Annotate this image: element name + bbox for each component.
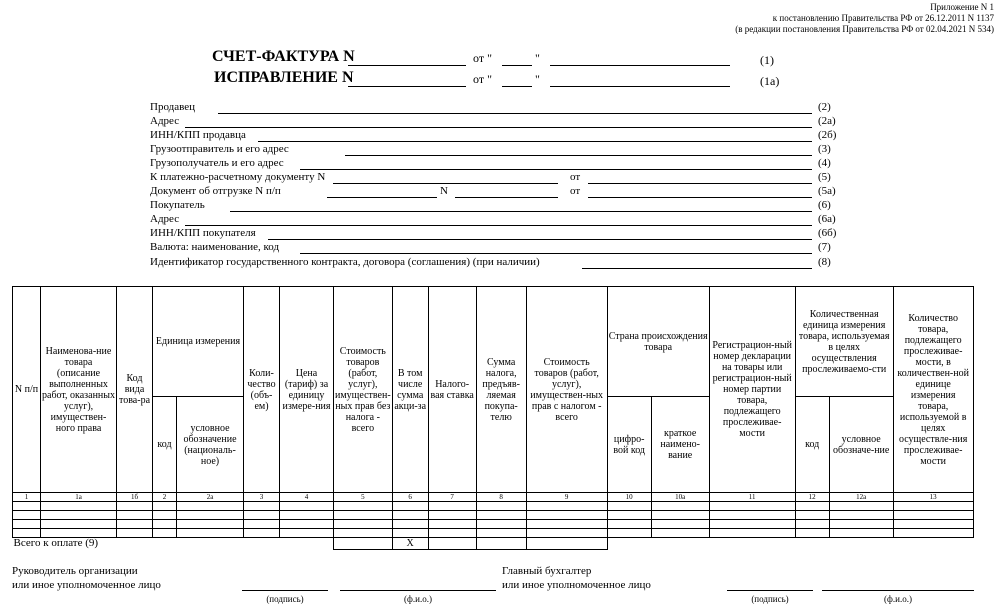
- col-number: 3: [244, 493, 280, 502]
- field-seller-inn: ИНН/КПП продавца: [150, 129, 246, 141]
- sig-acct-sign-caption: (подпись): [751, 594, 789, 604]
- field-contract-id-code: (8): [818, 256, 831, 268]
- appendix-line1: Приложение N 1: [930, 2, 994, 12]
- field-buyer-code: (6): [818, 199, 831, 211]
- col-number: 8: [476, 493, 526, 502]
- col-unit-code-header: код: [153, 397, 177, 493]
- field-payment-doc-line[interactable]: [333, 183, 558, 184]
- invoice-quote: ": [535, 51, 540, 65]
- field-shipping-doc-num-line[interactable]: [455, 197, 558, 198]
- col-number: 12а: [829, 493, 893, 502]
- invoice-code: (1): [760, 53, 774, 67]
- field-buyer-address-code: (6а): [818, 213, 836, 225]
- table-row[interactable]: [13, 520, 974, 529]
- field-buyer-inn: ИНН/КПП покупателя: [150, 227, 256, 239]
- correction-quote: ": [535, 72, 540, 86]
- table-row[interactable]: [13, 502, 974, 511]
- col-cost-without-tax-header: Стоимость товаров (работ, услуг), имуществен-ных прав без налога - всего: [334, 287, 393, 493]
- sig-head-sign-line[interactable]: [242, 590, 328, 591]
- col-reg-number-header: Регистрацион-ный номер декларации на товары или регистрацион-ный номер партии товара, подлежащего прослеживае-мости: [709, 287, 795, 493]
- col-trace-unit-code-header: код: [795, 397, 829, 493]
- appendix-line2: к постановлению Правительства РФ от 26.12.2011 N 1137: [772, 13, 994, 23]
- col-number: 1а: [41, 493, 117, 502]
- field-payment-doc-date-line[interactable]: [588, 183, 812, 184]
- correction-day-line[interactable]: [502, 86, 532, 87]
- sig-acct-name-caption: (ф.и.о.): [884, 594, 912, 604]
- total-cost-with-tax[interactable]: [526, 538, 607, 550]
- col-number: 7: [428, 493, 476, 502]
- sig-head-label2: или иное уполномоченное лицо: [12, 579, 161, 591]
- field-contract-id: Идентификатор государственного контракта, договора (соглашения) (при наличии): [150, 256, 540, 268]
- col-unit-header: Единица измерения: [153, 287, 244, 397]
- col-number: 5: [334, 493, 393, 502]
- invoice-number-line[interactable]: [348, 65, 466, 66]
- total-row: [13, 538, 974, 550]
- field-seller-address-code: (2а): [818, 115, 836, 127]
- col-trace-unit-header: Количественная единица измерения товара, используемая в целях осуществления прослеживаемо-сти: [795, 287, 893, 397]
- col-cost-with-tax-header: Стоимость товаров (работ, услуг), имуществен-ных прав с налогом - всего: [526, 287, 607, 493]
- sig-acct-name-line[interactable]: [822, 590, 974, 591]
- field-seller-inn-line[interactable]: [258, 141, 812, 142]
- table-row[interactable]: [13, 511, 974, 520]
- field-shipper-code: (3): [818, 143, 831, 155]
- invoice-from-label: от ": [473, 51, 492, 65]
- field-payment-doc: К платежно-расчетному документу N: [150, 171, 326, 183]
- col-code-header: Код вида това-ра: [117, 287, 153, 493]
- col-number: 9: [526, 493, 607, 502]
- field-consignee-line[interactable]: [300, 169, 812, 170]
- sig-head-label: Руководитель организации: [12, 565, 138, 577]
- col-tax-amount-header: Сумма налога, предъяв-ляемая покупа-телю: [476, 287, 526, 493]
- sig-head-name-line[interactable]: [340, 590, 496, 591]
- correction-number-line[interactable]: [348, 86, 466, 87]
- field-seller-code: (2): [818, 101, 831, 113]
- col-tax-rate-header: Налого-вая ставка: [428, 287, 476, 493]
- field-shipping-doc-date-line[interactable]: [588, 197, 812, 198]
- field-shipper-line[interactable]: [345, 155, 812, 156]
- appendix-note: [735, 2, 994, 35]
- col-number: 2: [153, 493, 177, 502]
- col-number: 1: [13, 493, 41, 502]
- col-qty-header: Коли-чество (объ-ем): [244, 287, 280, 493]
- col-number: 1б: [117, 493, 153, 502]
- col-number: 6: [392, 493, 428, 502]
- field-seller-line[interactable]: [218, 113, 812, 114]
- field-currency-line[interactable]: [300, 253, 812, 254]
- sig-acct-label: Главный бухгалтер: [502, 565, 592, 577]
- field-buyer-line[interactable]: [230, 211, 812, 212]
- col-n-header: N п/п: [13, 287, 41, 493]
- sig-acct-sign-line[interactable]: [727, 590, 813, 591]
- col-country-header: Страна происхождения товара: [607, 287, 709, 397]
- col-price-header: Цена (тариф) за единицу измере-ния: [280, 287, 334, 493]
- field-seller: Продавец: [150, 101, 196, 113]
- total-tax-rate: [428, 538, 476, 550]
- sig-head-sign-caption: (подпись): [266, 594, 304, 604]
- field-shipping-doc-line[interactable]: [327, 197, 437, 198]
- appendix-line3: (в редакции постановления Правительства РФ от 02.04.2021 N 534): [735, 24, 994, 34]
- total-cost-without-tax[interactable]: [334, 538, 393, 550]
- correction-date-line[interactable]: [550, 86, 730, 87]
- col-country-code-header: цифро-вой код: [607, 397, 651, 493]
- invoice-table: [12, 286, 974, 550]
- col-trace-qty-header: Количество товара, подлежащего прослеживае-мости, в количествен-ной единице измерения товара, используемой в целях осуществле-ния прослеживае-мости: [893, 287, 973, 493]
- col-number: 4: [280, 493, 334, 502]
- field-buyer: Покупатель: [150, 199, 205, 211]
- sig-acct-label2: или иное уполномоченное лицо: [502, 579, 651, 591]
- field-shipping-doc-n: N: [440, 185, 448, 197]
- field-shipping-doc-from: от: [570, 185, 581, 197]
- col-excise-header: В том числе сумма акци-за: [392, 287, 428, 493]
- correction-from-label: от ": [473, 72, 492, 86]
- total-excise: Х: [392, 538, 428, 550]
- field-consignee: Грузополучатель и его адрес: [150, 157, 284, 169]
- total-tax-amount[interactable]: [476, 538, 526, 550]
- field-consignee-code: (4): [818, 157, 831, 169]
- col-name-header: Наименова-ние товара (описание выполненных работ, оказанных услуг), имуществен-ного права: [41, 287, 117, 493]
- col-number: 2а: [177, 493, 244, 502]
- table-row[interactable]: [13, 529, 974, 538]
- col-country-name-header: краткое наимено-вание: [651, 397, 709, 493]
- col-number: 11: [709, 493, 795, 502]
- col-number: 10а: [651, 493, 709, 502]
- col-trace-unit-name-header: условное обозначе-ние: [829, 397, 893, 493]
- field-buyer-inn-code: (6б): [818, 227, 837, 239]
- col-number: 10: [607, 493, 651, 502]
- correction-title: ИСПРАВЛЕНИЕ N: [214, 69, 354, 86]
- field-buyer-address: Адрес: [150, 213, 180, 225]
- invoice-date-line[interactable]: [550, 65, 730, 66]
- col-number: 12: [795, 493, 829, 502]
- field-payment-doc-code: (5): [818, 171, 831, 183]
- field-seller-inn-code: (2б): [818, 129, 837, 141]
- field-currency-code: (7): [818, 241, 831, 253]
- correction-code: (1а): [760, 74, 780, 88]
- sig-head-name-caption: (ф.и.о.): [404, 594, 432, 604]
- col-unit-name-header: условное обозначение (националь-ное): [177, 397, 244, 493]
- field-buyer-address-line[interactable]: [185, 225, 812, 226]
- field-shipper: Грузоотправитель и его адрес: [150, 143, 289, 155]
- field-seller-address-line[interactable]: [185, 127, 812, 128]
- field-payment-doc-from: от: [570, 171, 581, 183]
- field-seller-address: Адрес: [150, 115, 180, 127]
- total-label: Всего к оплате (9): [13, 538, 334, 550]
- invoice-day-line[interactable]: [502, 65, 532, 66]
- field-shipping-doc: Документ об отгрузке N п/п: [150, 185, 281, 197]
- field-contract-id-line[interactable]: [582, 268, 812, 269]
- field-currency: Валюта: наименование, код: [150, 241, 280, 253]
- field-shipping-doc-code: (5а): [818, 185, 836, 197]
- field-buyer-inn-line[interactable]: [268, 239, 812, 240]
- column-numbers-row: [13, 493, 974, 502]
- col-number: 13: [893, 493, 973, 502]
- invoice-title: СЧЕТ-ФАКТУРА N: [212, 48, 355, 65]
